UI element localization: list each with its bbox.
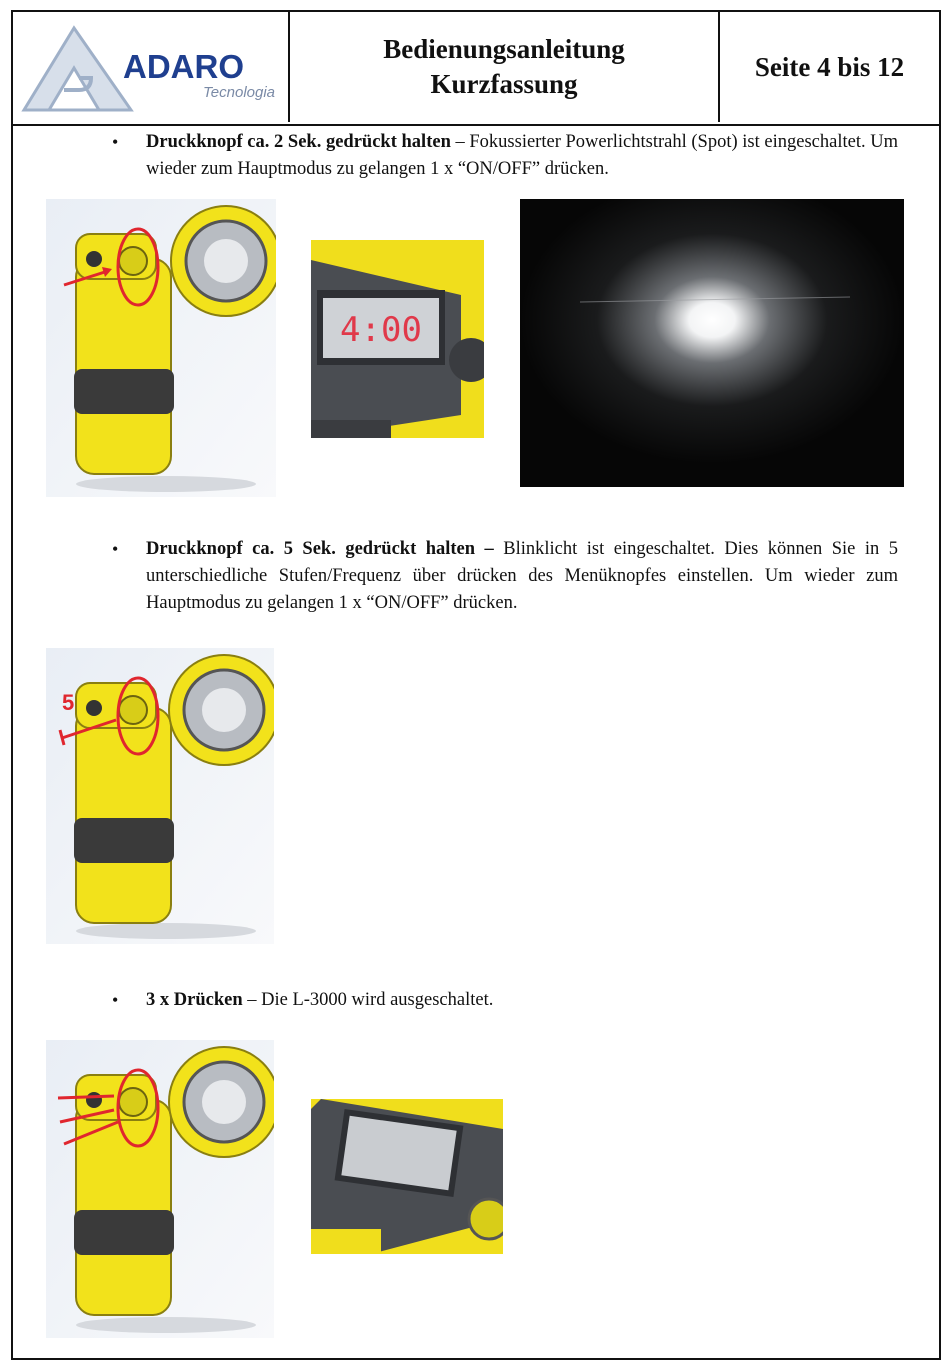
flashlight-image-2 (46, 648, 274, 944)
logo-subtitle: Tecnologia (203, 84, 276, 101)
display-closeup-image-1 (311, 240, 484, 438)
flashlight-image-1 (46, 199, 276, 497)
bullet-icon: • (112, 539, 119, 559)
flashlight-image-3 (46, 1040, 274, 1338)
document-title (290, 12, 720, 122)
section-2-text (112, 536, 898, 617)
logo-triangle-icon (19, 20, 139, 115)
document-header (13, 12, 939, 126)
page-indicator: Seite 4 bis 12 (754, 51, 905, 82)
title-line-1: Bedienungsanleitung (383, 34, 625, 64)
section-1-body: – Fokussierter Powerlichtstrahl (Spot) ist eingeschaltet. Um wieder zum Hauptmodus zu gelangen 1 x “ON/OFF” drücken. (146, 132, 898, 179)
display-closeup-image-2 (311, 1099, 503, 1254)
section-2-bold: Druckknopf ca. 5 Sek. gedrückt halten – (146, 539, 494, 559)
display-reading: 4:00 (340, 310, 422, 350)
spotlight-beam-image (520, 199, 904, 487)
section-1-text (112, 129, 898, 183)
section-2-body: Blinklicht ist eingeschaltet. Dies können Sie in 5 unterschiedliche Stufen/Frequenz über drücken des Menüknopfes einstellen. Um wieder zum Hauptmodus zu gelangen 1 x “ON/OFF” drücken. (146, 539, 898, 613)
section-3-text (112, 987, 898, 1014)
section-3-bold: 3 x Drücken (146, 990, 243, 1010)
bullet-icon: • (112, 990, 119, 1010)
seconds-annotation: 5 (62, 690, 75, 715)
logo-brand: ADARO (123, 48, 244, 85)
company-logo (13, 12, 290, 122)
section-3-body: – Die L-3000 wird ausgeschaltet. (242, 990, 494, 1010)
title-line-2: Kurzfassung (430, 69, 578, 99)
bullet-icon: • (112, 132, 119, 152)
section-1-bold: Druckknopf ca. 2 Sek. gedrückt halten (146, 132, 451, 152)
